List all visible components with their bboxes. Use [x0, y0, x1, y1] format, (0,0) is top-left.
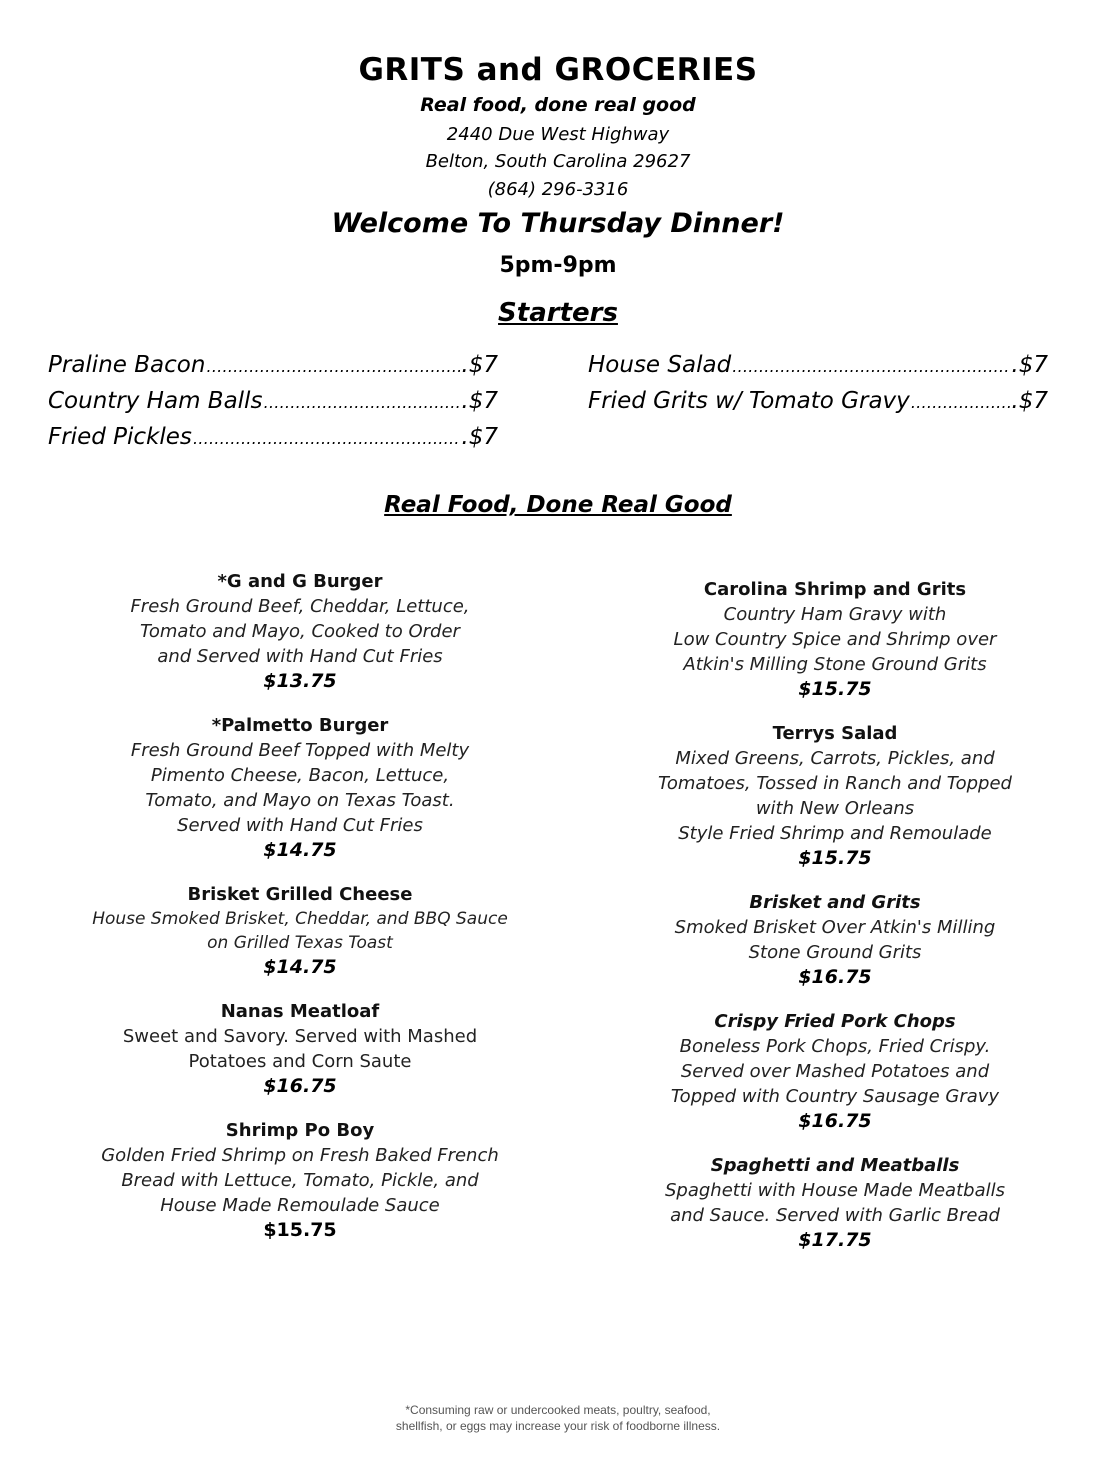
- starter-item: [588, 384, 1048, 420]
- item-price: $15.75: [798, 847, 872, 869]
- starters-heading: Starters: [498, 298, 618, 328]
- food-safety-disclaimer: *Consuming raw or undercooked meats, poultry, seafood, shellfish, or eggs may increase your risk of foodborne illness.: [395, 1403, 721, 1433]
- welcome-heading: Welcome To Thursday Dinner!: [331, 208, 785, 239]
- item-description: Mixed Greens, Carrots, Pickles, and Tomatoes, Tossed in Ranch and Topped with New Orleans Style Fried Shrimp and Remoulade: [658, 748, 1012, 844]
- starters-right-column: [588, 348, 1048, 420]
- item-description: House Smoked Brisket, Cheddar, and BBQ Sauce on Grilled Texas Toast: [92, 909, 508, 953]
- starter-name: Fried Pickles: [48, 424, 192, 450]
- mains-heading: Real Food, Done Real Good: [384, 492, 732, 518]
- starter-item: [48, 420, 498, 456]
- starter-item: [48, 384, 498, 420]
- menu-item: [60, 1000, 540, 1098]
- address-line-2: Belton, South Carolina 29627: [425, 151, 691, 172]
- starter-name: Praline Bacon: [48, 352, 206, 378]
- item-price: $14.75: [263, 839, 337, 861]
- starter-price: .$7: [1011, 388, 1048, 414]
- item-description: Fresh Ground Beef, Cheddar, Lettuce, Tomato and Mayo, Cooked to Order and Served with Hand Cut Fries: [130, 596, 470, 667]
- item-description: Boneless Pork Chops, Fried Crispy. Served over Mashed Potatoes and Topped with Country Sausage Gravy: [670, 1036, 1000, 1107]
- menu-item: [60, 883, 540, 979]
- phone-number: (864) 296-3316: [487, 179, 629, 200]
- item-price: $15.75: [798, 678, 872, 700]
- item-name: *Palmetto Burger: [211, 715, 389, 736]
- menu-item: [620, 891, 1050, 989]
- starter-name: Fried Grits w/ Tomato Gravy: [588, 388, 910, 414]
- item-description: Fresh Ground Beef Topped with Melty Pimento Cheese, Bacon, Lettuce, Tomato, and Mayo on Texas Toast. Served with Hand Cut Fries: [130, 740, 470, 836]
- starter-item: [588, 348, 1048, 384]
- item-name: Spaghetti and Meatballs: [710, 1155, 960, 1176]
- hours: 5pm-9pm: [499, 253, 617, 278]
- item-name: Brisket Grilled Cheese: [187, 884, 413, 905]
- item-name: Terrys Salad: [772, 723, 898, 744]
- item-name: Crispy Fried Pork Chops: [714, 1011, 956, 1032]
- starter-price: .$7: [461, 424, 498, 450]
- tagline: Real food, done real good: [420, 94, 696, 116]
- menu-item: [60, 714, 540, 862]
- item-price: $16.75: [263, 1075, 337, 1097]
- menu-item: [620, 578, 1050, 701]
- item-name: Brisket and Grits: [749, 892, 921, 913]
- starter-price: .$7: [461, 352, 498, 378]
- address-line-1: 2440 Due West Highway: [446, 124, 670, 145]
- item-price: $16.75: [798, 1110, 872, 1132]
- menu-item: [60, 1119, 540, 1242]
- starter-price: .$7: [461, 388, 498, 414]
- starter-name: House Salad: [588, 352, 732, 378]
- restaurant-title: GRITS and GROCERIES: [358, 52, 758, 88]
- item-description: Country Ham Gravy with Low Country Spice and Shrimp over Atkin's Milling Stone Ground Grits: [673, 604, 997, 675]
- item-name: Shrimp Po Boy: [225, 1120, 375, 1141]
- item-name: Carolina Shrimp and Grits: [703, 579, 967, 600]
- item-description: Spaghetti with House Made Meatballs and Sauce. Served with Garlic Bread: [665, 1180, 1005, 1226]
- item-price: $14.75: [263, 956, 337, 978]
- item-price: $13.75: [263, 670, 337, 692]
- menu-item: [620, 1154, 1050, 1252]
- item-description: Sweet and Savory. Served with Mashed Potatoes and Corn Saute: [122, 1026, 478, 1072]
- starter-price: .$7: [1011, 352, 1048, 378]
- starter-name: Country Ham Balls: [48, 388, 263, 414]
- item-description: Smoked Brisket Over Atkin's Milling Stone Ground Grits: [674, 917, 996, 963]
- item-price: $16.75: [798, 966, 872, 988]
- mains-right-column: [620, 578, 1050, 1273]
- item-price: $15.75: [263, 1219, 337, 1241]
- menu-item: [620, 1010, 1050, 1133]
- starters-left-column: [48, 348, 498, 456]
- item-price: $17.75: [798, 1229, 872, 1251]
- item-name: *G and G Burger: [217, 571, 383, 592]
- mains-left-column: [60, 570, 540, 1263]
- menu-item: [620, 722, 1050, 870]
- item-description: Golden Fried Shrimp on Fresh Baked French Bread with Lettuce, Tomato, Pickle, and House Made Remoulade Sauce: [101, 1145, 499, 1216]
- item-name: Nanas Meatloaf: [220, 1001, 380, 1022]
- starter-item: [48, 348, 498, 384]
- menu-item: [60, 570, 540, 693]
